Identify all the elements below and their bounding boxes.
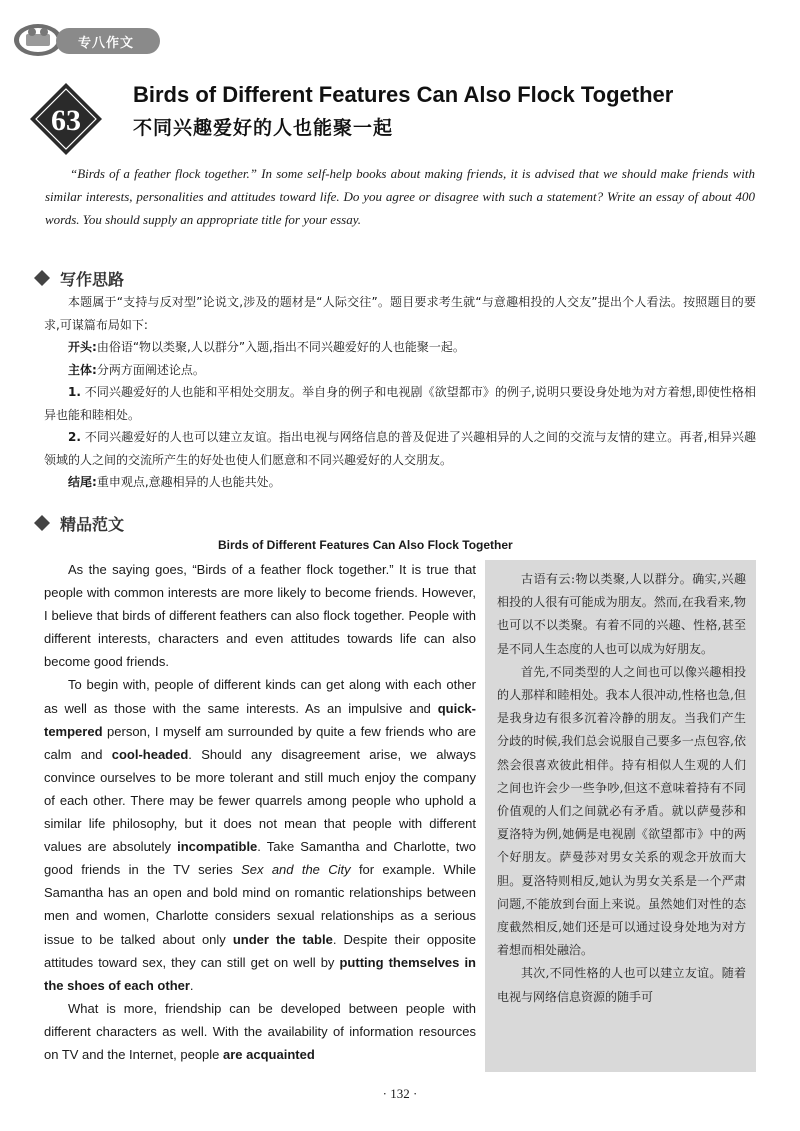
keyword: cool-headed <box>111 746 189 762</box>
point-1-label: 1. <box>68 385 81 399</box>
section-label: 专八作文 <box>78 36 135 51</box>
keyword: under the table <box>232 931 333 947</box>
ideas-point-1: 1. 不同兴趣爱好的人也能和平相处交朋友。举自身的例子和电视剧《欲望都市》的例子,说明只要设身处地为对方着想,即使性格相异也能和睦相处。 <box>44 385 756 422</box>
essay-body <box>44 558 476 1066</box>
essay-paragraph-1: As the saying goes, “Birds of a feather flock together.” It is true that people with common interests are more likely to become friends. However, I believe that birds of different feathers can also flock together. People with different interests, characters and even attitudes towards life can also become good friends. <box>44 562 476 670</box>
sample-essay-title-heading: 精品范文 <box>60 515 125 534</box>
essay-title: Birds of Different Features Can Also Flock Together <box>218 538 513 552</box>
keyword: putting themselves in the shoes of each other <box>44 954 476 993</box>
translation-paragraph-1: 古语有云:物以类聚,人以群分。确实,兴趣相投的人很有可能成为朋友。然而,在我看来,物也可以不以类聚。有着不同的兴趣、性格,甚至是不同人生态度的人也可以成为好朋友。 <box>497 572 746 656</box>
tv-series-title: Sex and the City <box>241 862 351 878</box>
ideas-body: 主体:分两方面阐述论点。 <box>68 362 205 377</box>
ideas-ending: 结尾:重申观点,意趣相异的人也能共处。 <box>68 475 281 489</box>
keyword: are acquainted <box>223 1046 315 1062</box>
ideas-intro: 本题属于“支持与反对型”论说文,涉及的题材是“人际交往”。题目要求考生就“与意趣相投的人交友”提出个人看法。按照题目的要求,可谋篇布局如下: <box>44 295 756 332</box>
section-header-tag <box>12 22 172 58</box>
essay-paragraph-3: What is more, friendship can be developed between people with different characters as well. With the availability of information resources on TV and the Internet, people are acquainted <box>44 1000 476 1062</box>
article-number: 63 <box>51 104 81 137</box>
diamond-bullet-icon <box>34 270 50 286</box>
writing-ideas-title: 写作思路 <box>60 270 125 289</box>
translation-paragraph-3: 其次,不同性格的人也可以建立友谊。随着电视与网络信息资源的随手可 <box>497 966 746 1004</box>
opening-label: 开头: <box>68 340 97 354</box>
body-label: 主体: <box>68 362 97 377</box>
essay-paragraph-2: To begin with, people of different kinds can get along with each other as well as those with the same interests. As an impulsive and quick-tempered person, I myself am surrounded by quite a few friends who are calm and cool-headed. Should any disagreement arise, we always convince ourselves to be more tolerant and still much enjoy the company of each other. There may be fewer quarrels among people who uphold a similar life philosophy, but it does not mean that people with different values are absolutely incompatible. Take Samantha and Charlotte, two good friends in the TV series Sex and the City for example. While Samantha has an open and bold mind on romantic relationships between men and women, Charlotte considers sexual relationships as a serious issue to be talked about only under the table. Despite their opposite attitudes toward sex, they can still get on well by putting themselves in the shoes of each other. <box>44 677 477 993</box>
article-number-badge <box>29 82 103 156</box>
ideas-point-2: 2. 不同兴趣爱好的人也可以建立友谊。指出电视与网络信息的普及促进了兴趣相异的人之间的交流与友情的建立。再者,相异兴趣领域的人之间的交流所产生的好处也使人们愿意和不同兴趣爱好的人交朋友。 <box>44 430 756 467</box>
keyword: incompatible <box>177 839 258 855</box>
ideas-opening: 开头:由俗语“物以类聚,人以群分”入题,指出不同兴趣爱好的人也能聚一起。 <box>68 340 465 354</box>
translation-paragraph-2: 首先,不同类型的人之间也可以像兴趣相投的人那样和睦相处。我本人很冲动,性格也急,但是我身边有很多沉着冷静的朋友。当我们产生分歧的时候,我们总会说服自己要多一点包容,依然会很喜欢彼此相伴。持有相似人生观的人们之间也许会少一些争吵,但这不意味着持有不同价值观的人们之间就必有矛盾。就以萨曼莎和夏洛特为例,她俩是电视剧《欲望都市》中的两个好朋友。萨曼莎对男女关系的观念开放而大胆。夏洛特则相反,她认为男女关系是一个严肃问题,不能放到台面上来说。虽然她们对性的态度截然相反,她们还是可以通过设身处地为对方着想而相处融洽。 <box>497 664 746 958</box>
translation-box <box>485 560 756 1072</box>
article-title-cn: 不同兴趣爱好的人也能聚一起 <box>133 117 394 139</box>
point-2-label: 2. <box>68 430 81 444</box>
keyword: quick-tempered <box>44 700 476 739</box>
writing-ideas-body <box>44 291 756 494</box>
diamond-bullet-icon <box>34 515 50 531</box>
essay-prompt: “Birds of a feather flock together.” In some self-help books about making friends, it is advised that we should make friends with similar interests, personalities and attitudes toward life. Do you agree or disagree with such a statement? Write an essay of about 400 words. You should supply an appropriate title for your essay. <box>45 166 755 227</box>
article-title-en: Birds of Different Features Can Also Flock Together <box>133 82 674 107</box>
ending-label: 结尾: <box>68 475 97 489</box>
section-label-pill <box>56 28 160 54</box>
page-number: · 132 · <box>382 1086 418 1101</box>
